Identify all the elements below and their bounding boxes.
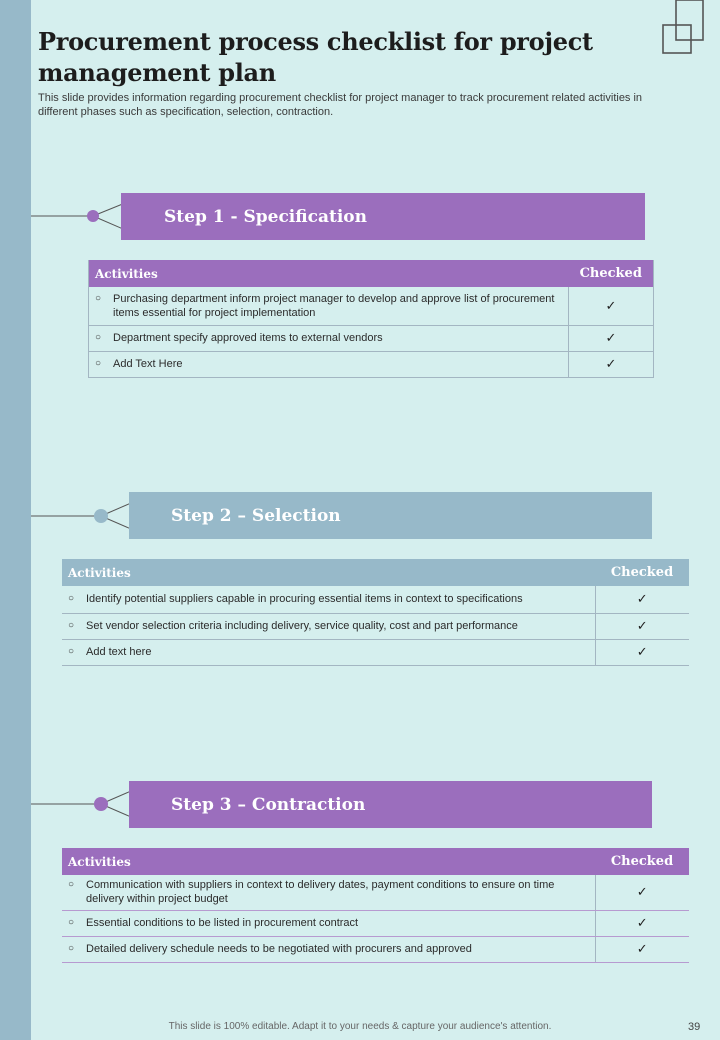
checked-header: Checked <box>595 559 689 586</box>
table-row <box>62 613 689 639</box>
table-row <box>89 325 654 351</box>
activity-text: Essential conditions to be listed in procurement contract <box>86 917 359 929</box>
check-icon: ✓ <box>595 639 689 665</box>
bullet-icon: ○ <box>68 943 75 954</box>
bullet-icon: ○ <box>95 292 102 304</box>
activity-text: Detailed delivery schedule needs to be negotiated with procurers and approved <box>86 943 472 955</box>
bullet-icon: ○ <box>68 593 75 605</box>
check-icon: ✓ <box>595 936 689 962</box>
activities-header: Activities <box>62 559 595 586</box>
step-1-banner <box>121 193 645 240</box>
checked-header: Checked <box>595 848 689 875</box>
bullet-icon: ○ <box>95 358 102 369</box>
step-3-title: Step 3 – Contraction <box>171 794 366 815</box>
step-3-banner <box>129 781 652 828</box>
overlapping-squares-decoration <box>662 0 704 56</box>
check-icon: ✓ <box>569 287 654 325</box>
activity-text: Set vendor selection criteria including delivery, service quality, cost and part performance <box>86 620 518 632</box>
step-2-checklist-table <box>62 559 689 666</box>
step-3-checklist-table <box>62 848 689 963</box>
footer-note: This slide is 100% editable. Adapt it to your needs & capture your audience's attention. <box>168 1021 552 1032</box>
table-row <box>62 875 689 910</box>
bullet-icon: ○ <box>68 620 75 631</box>
step-1-connector <box>0 192 140 240</box>
bullet-icon: ○ <box>68 879 75 891</box>
checked-header: Checked <box>569 260 654 287</box>
activity-text: Communication with suppliers in context to delivery dates, payment conditions to ensure on time delivery within project budget <box>86 879 555 906</box>
step-2-banner <box>129 492 652 539</box>
page-subtitle: This slide provides information regarding procurement checklist for project manager to track procurement related activities in different phases such as specification, selection, contraction. <box>38 92 643 118</box>
bullet-icon: ○ <box>95 332 102 343</box>
activity-text: Identify potential suppliers capable in procuring essential items in context to specifications <box>86 593 523 606</box>
check-icon: ✓ <box>595 910 689 936</box>
activities-header: Activities <box>89 260 569 287</box>
page-number: 39 <box>688 1021 701 1033</box>
activities-header: Activities <box>62 848 595 875</box>
activity-text: Department specify approved items to external vendors <box>113 332 383 344</box>
table-row <box>62 936 689 962</box>
check-icon: ✓ <box>569 325 654 351</box>
step-1-title: Step 1 - Specification <box>164 206 367 227</box>
activity-text: Add text here <box>86 646 152 658</box>
check-icon: ✓ <box>595 875 689 910</box>
bullet-icon: ○ <box>68 646 75 657</box>
step-2-connector <box>0 492 150 540</box>
step-2-title: Step 2 – Selection <box>171 505 341 526</box>
check-icon: ✓ <box>569 351 654 377</box>
check-icon: ✓ <box>595 613 689 639</box>
activity-text: Add Text Here <box>113 358 183 370</box>
check-icon: ✓ <box>595 586 689 613</box>
table-row <box>89 351 654 377</box>
step-3-connector <box>0 780 150 828</box>
bullet-icon: ○ <box>68 917 75 928</box>
table-row <box>62 910 689 936</box>
page-title: Procurement process checklist for project management plan <box>38 27 593 87</box>
table-header-row <box>62 848 689 875</box>
step-1-checklist-table <box>88 260 654 378</box>
table-row <box>62 639 689 665</box>
activity-text: Purchasing department inform project manager to develop and approve list of procurement items essential for project implementation <box>113 292 555 319</box>
table-header-row <box>62 559 689 586</box>
table-row <box>89 287 654 325</box>
table-row <box>62 586 689 613</box>
table-header-row <box>89 260 654 287</box>
